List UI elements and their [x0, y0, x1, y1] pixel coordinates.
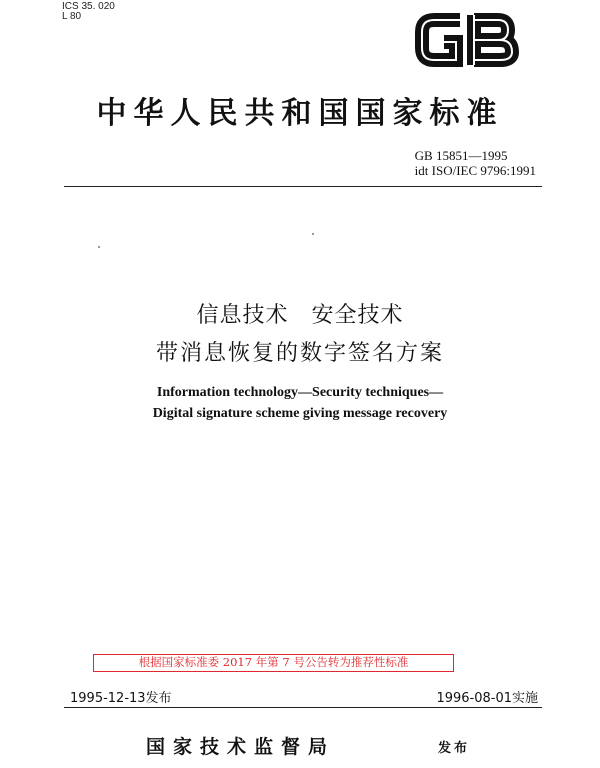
standard-number-block [415, 148, 536, 178]
document-title-cn-line1: 信息技术 安全技术 [196, 303, 404, 328]
status-change-notice: 根据国家标准委 2017 年第 7 号公告转为推荐性标准 [93, 654, 454, 672]
standard-type-heading: 中华人民共和国国家标准 [96, 96, 504, 131]
standard-number: GB 15851—1995 [414, 148, 508, 163]
bottom-divider [64, 707, 542, 708]
classification-codes [62, 2, 115, 22]
document-title-en-line1: Information technology—Security techniques— [156, 385, 444, 400]
class-code: L 80 [62, 11, 82, 22]
document-title-en-line2: Digital signature scheme giving message recovery [152, 406, 448, 421]
publish-label: 发布 [438, 741, 471, 756]
gb-logo [412, 8, 520, 72]
ics-code: ICS 35. 020 [62, 1, 115, 12]
identical-reference: idt ISO/IEC 9796:1991 [414, 163, 536, 178]
scan-speck [312, 233, 314, 235]
issuing-authority: 国家技术监督局 [146, 736, 336, 758]
document-title-cn-line2: 带消息恢复的数字签名方案 [155, 341, 444, 366]
issue-date: 1995-12-13发布 [70, 691, 172, 706]
implementation-date: 1996-08-01实施 [436, 691, 538, 706]
top-divider [64, 186, 542, 187]
scan-speck [98, 246, 100, 248]
